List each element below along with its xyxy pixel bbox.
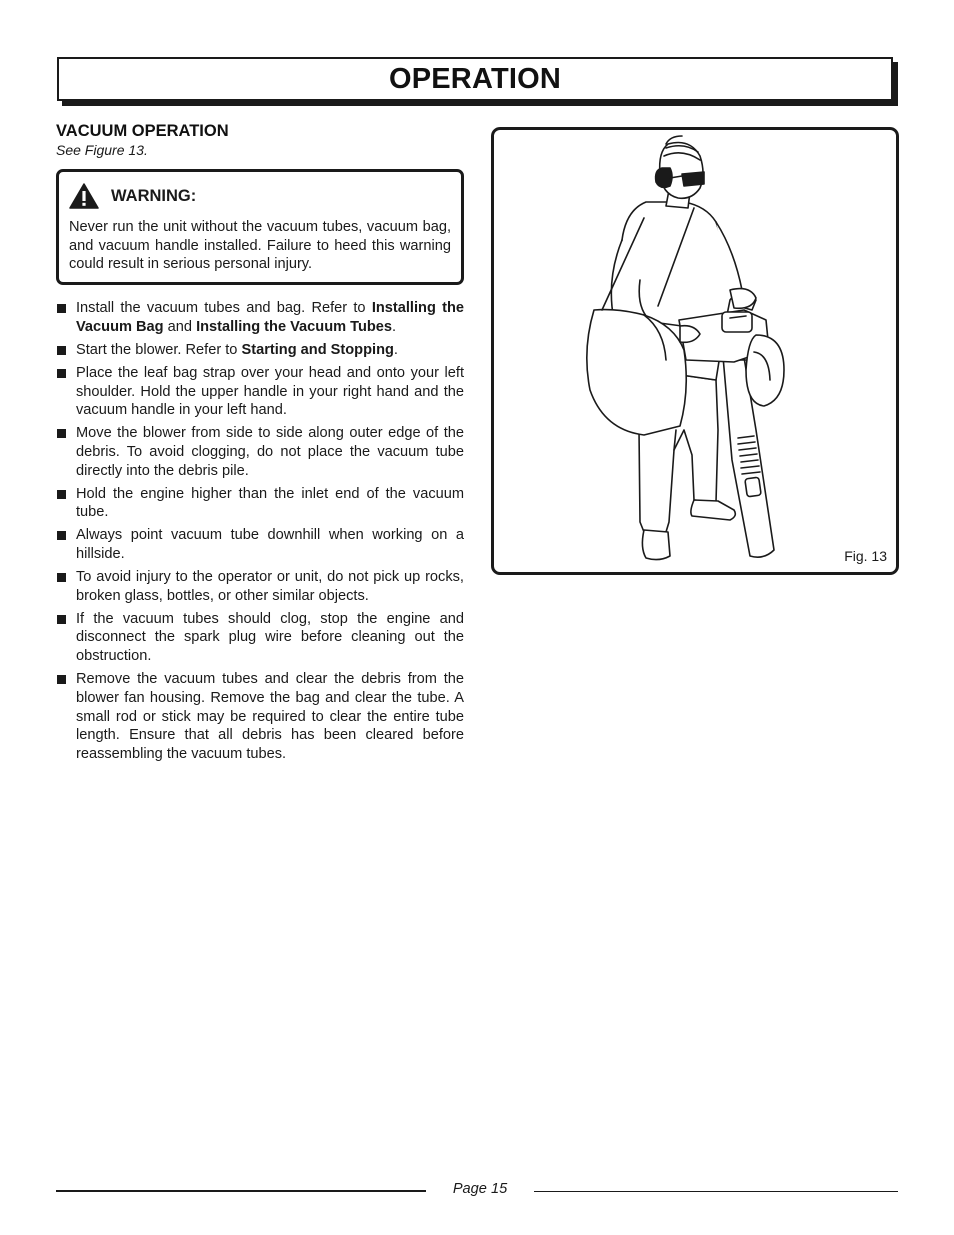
bullet-square-icon	[57, 675, 66, 684]
operator-vacuum-illustration	[494, 130, 896, 572]
warning-box	[56, 169, 464, 285]
list-item-text: Move the blower from side to side along outer edge of the debris. To avoid clogging, do not place the vacuum tube directly into the debris pile.	[76, 425, 464, 479]
warning-header	[69, 184, 451, 208]
bullet-square-icon	[57, 573, 66, 582]
section-subtitle: See Figure 13.	[56, 142, 148, 158]
bullet-square-icon	[57, 304, 66, 313]
list-item	[56, 670, 464, 764]
figure-caption: Fig. 13	[844, 548, 887, 564]
list-item-ref: Installing the Vacuum Tubes	[196, 318, 393, 335]
bullet-square-icon	[57, 369, 66, 378]
warning-text: Never run the unit without the vacuum tubes, vacuum bag, and vacuum handle installed. Failure to heed this warning could result in serious personal injury.	[69, 219, 451, 273]
list-item-text: .	[393, 341, 398, 358]
bullet-square-icon	[57, 531, 66, 540]
list-item-text: Start the blower. Refer to	[76, 341, 242, 358]
list-item-ref: Installing the Vacuum Bag	[76, 300, 465, 335]
list-item	[56, 568, 464, 605]
bullet-square-icon	[57, 490, 66, 499]
page-title: OPERATION	[388, 62, 562, 95]
list-item-text: To avoid injury to the operator or unit, do not pick up rocks, broken glass, bottles, or other similar objects.	[76, 569, 464, 604]
bullet-square-icon	[57, 615, 66, 624]
bullet-square-icon	[57, 429, 66, 438]
list-item	[56, 341, 464, 360]
list-item-text: Place the leaf bag strap over your head and onto your left shoulder. Hold the upper handle in your right hand and the vacuum handle in your left hand.	[76, 364, 464, 419]
warning-triangle-icon	[69, 183, 99, 209]
list-item	[56, 424, 464, 480]
instruction-list	[56, 299, 464, 764]
figure-box	[491, 127, 899, 575]
list-item	[56, 485, 464, 522]
list-item-text: Install the vacuum tubes and bag. Refer to	[76, 300, 372, 317]
list-item-text: and	[163, 318, 197, 335]
list-item-text: .	[392, 318, 397, 335]
header-banner	[57, 57, 893, 101]
page-number: Page 15	[452, 1181, 508, 1197]
footer-rule-right	[534, 1191, 898, 1192]
list-item-text: Always point vacuum tube downhill when working on a hillside.	[76, 527, 464, 563]
list-item-text: Hold the engine higher than the inlet end of the vacuum tube.	[76, 485, 464, 521]
warning-title: WARNING:	[111, 186, 197, 205]
list-item	[56, 364, 464, 420]
list-item-text: Remove the vacuum tubes and clear the debris from the blower fan housing. Remove the bag and clear the tube. A small rod or stick may be required to clear the entire tube length. Ensure that all debris has been cleared before reassembling the vacuum tubes.	[76, 671, 464, 762]
footer-rule-left	[56, 1190, 426, 1192]
list-item	[56, 526, 464, 563]
left-column	[56, 121, 464, 768]
list-item-text: If the vacuum tubes should clog, stop the engine and disconnect the spark plug wire before cleaning out the obstruction.	[76, 610, 464, 665]
list-item	[56, 299, 464, 336]
list-item-ref: Starting and Stopping	[241, 341, 394, 358]
section-title: VACUUM OPERATION	[56, 122, 229, 140]
bullet-square-icon	[57, 346, 66, 355]
list-item	[56, 610, 464, 666]
